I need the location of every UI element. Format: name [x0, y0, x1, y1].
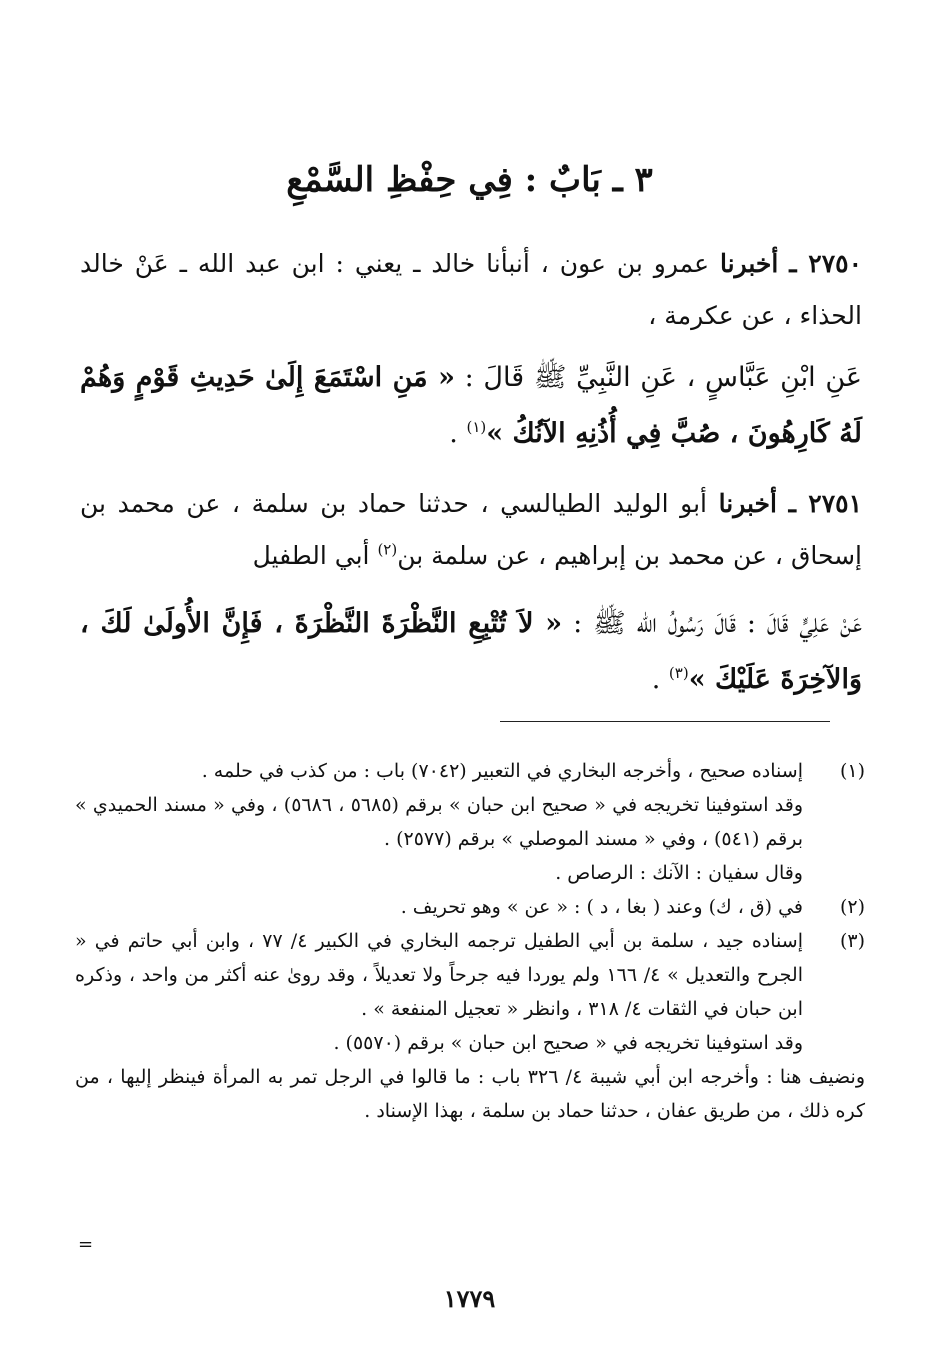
hadith-number: ٢٧٥٠ ـ	[789, 249, 862, 278]
footnote-separator	[500, 721, 830, 722]
footnote-line: ونضيف هنا : وأخرجه ابن أبي شيبة ٤/ ٣٢٦ باب : ما قالوا في الرجل تمر به المرأة فينظر إليها ، من كره ذلك ، من طريق عفان ، حدثنا حماد بن سلمة ، بهذا الإسناد .	[75, 1066, 866, 1122]
footnote-line: إسناده جيد ، سلمة بن أبي الطفيل ترجمه البخاري في الكبير ٤/ ٧٧ ، وابن أبي حاتم في « الجرح والتعديل » ٤/ ١٦٦ ولم يوردا فيه جرحاً ولا تعديلاً ، وقد روىٰ عنه أكثر من واحد ، وذكره ابن حبان في الثقات ٤/ ٣١٨ ، وانظر « تعجيل المنفعة » .	[75, 930, 803, 1020]
footnote-text	[75, 924, 866, 1128]
footnote-line: إسناده صحيح ، وأخرجه البخاري في التعبير (٧٠٤٢) باب : من كذب في حلمه .	[201, 760, 803, 782]
footnote-text	[75, 890, 803, 924]
matn-quote: « لاَ تُتْبِعِ النَّظْرَةَ النَّظْرَةَ ، فَإِنَّ الأُولَىٰ لَكَ ، وَالآخِرَةَ عَلَيْكَ »	[80, 608, 862, 695]
footnote-ref: (١)	[466, 418, 487, 436]
footnote-line: وقد استوفينا تخريجه في « صحيح ابن حبان » برقم (٥٥٧٠) .	[333, 1032, 803, 1054]
isnad-lead: أخبرنا	[718, 489, 777, 518]
footnote-label: (١)	[839, 760, 865, 782]
footnote-line: وقد استوفينا تخريجه في « صحيح ابن حبان » برقم (٥٦٨٥ ، ٥٦٨٦) ، وفي « مسند الحميدي » برقم (٥٤١) ، وفي « مسند الموصلي » برقم (٢٥٧٧) .	[75, 794, 803, 850]
isnad-text: أبو الوليد الطيالسي ، حدثنا حماد بن سلمة ، عن محمد بن إسحاق ، عن محمد بن إبراهيم ، عن سلمة بن	[80, 489, 862, 570]
sentence-end: .	[449, 418, 458, 449]
footnote-3	[75, 924, 865, 1128]
footnotes	[75, 754, 865, 1128]
continuation-mark: =	[78, 1234, 94, 1255]
footnote-ref: (٣)	[668, 664, 689, 682]
matn-intro: عَنِ ابْنِ عَبَّاسٍ ، عَنِ النَّبِيِّ ﷺ قَالَ :	[464, 362, 862, 393]
footnote-text	[75, 754, 803, 890]
footnote-2	[75, 890, 865, 924]
sentence-end: .	[651, 664, 661, 695]
page-number: ١٧٧٩	[443, 1284, 496, 1313]
isnad-lead: أخبرنا	[719, 249, 779, 278]
hadith-2750-isnad	[80, 238, 862, 342]
isnad-text-end: أبي الطفيل	[252, 541, 370, 570]
footnote-line: في (ق ، ك) وعند ( بغا ، د ) : « عن » وهو تحريف .	[400, 896, 803, 918]
footnote-ref: (٢)	[377, 540, 398, 559]
hadith-number: ٢٧٥١ ـ	[788, 489, 862, 518]
matn-intro: عَنْ عَلِيٍّ قَالَ : قَالَ رَسُولُ الله ﷺ :	[573, 608, 863, 639]
footnote-1	[75, 754, 865, 890]
hadith-2751-isnad	[80, 478, 862, 582]
footnote-label: (٣)	[839, 930, 865, 952]
matn-quote: « مَنِ اسْتَمَعَ إِلَىٰ حَدِيثِ قَوْمٍ وَهُمْ لَهُ كَارِهُونَ ، صُبَّ فِي أُذُنِهِ الآنُكُ »	[80, 362, 862, 449]
footnote-label: (٢)	[839, 896, 865, 918]
chapter-title: ٣ ـ بَابٌ : فِي حِفْظِ السَّمْعِ	[286, 160, 653, 200]
hadith-2750-matn	[80, 350, 862, 462]
isnad-text: عمرو بن عون ، أنبأنا خالد ـ يعني : ابن عبد الله ـ عَنْ خالد الحذاء ، عن عكرمة ،	[80, 249, 862, 330]
footnote-line: وقال سفيان : الآنك : الرصاص .	[555, 862, 803, 884]
hadith-2751-matn	[80, 596, 862, 708]
